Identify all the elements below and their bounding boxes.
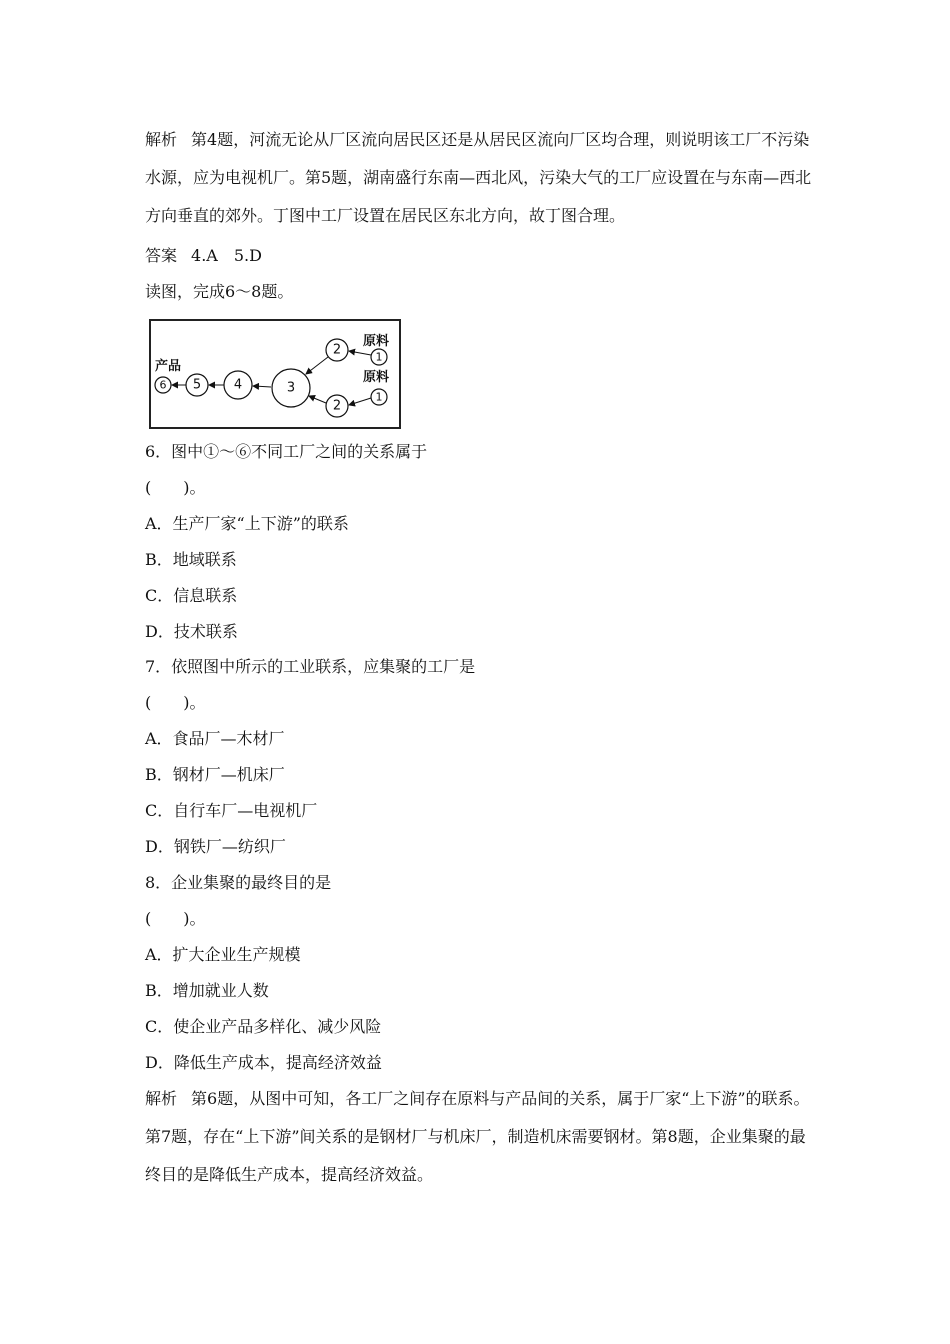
node-4-label: 4: [233, 377, 243, 393]
node-3-label: 3: [286, 380, 296, 396]
arrow-2-top-to-3: [306, 357, 328, 374]
question-8-option-a: A．扩大企业生产规模: [145, 945, 301, 964]
question-7-option-d: D．钢铁厂—纺织厂: [145, 837, 286, 856]
question-7-option-c: C．自行车厂—电视机厂: [145, 801, 318, 820]
question-6-option-c: C．信息联系: [145, 586, 238, 605]
label-material-top: 原料: [363, 334, 390, 349]
answer-text: 4.A 5.D: [191, 246, 262, 265]
node-5-label: 5: [192, 377, 202, 393]
node-1-bottom-label: 1: [375, 390, 383, 404]
explanation-q6-8: [145, 1080, 815, 1194]
question-6-blank: ( )。: [145, 478, 206, 497]
industry-linkage-diagram: [149, 319, 401, 429]
question-7-blank: ( )。: [145, 693, 206, 712]
arrow-1-to-2-top: [349, 351, 371, 355]
question-6-option-d: D．技术联系: [145, 622, 238, 641]
answer-line: [145, 246, 262, 266]
question-8-blank: ( )。: [145, 909, 206, 928]
node-1-top-label: 1: [375, 350, 383, 364]
explanation-text: 第6题，从图中可知，各工厂之间存在原料与产品间的关系，属于厂家“上下游”的联系。第7题，存在“上下游”间关系的是钢材厂与机床厂，制造机床需要钢材。第8题，企业集聚的最终目的是降低生产成本，提高经济效益。: [145, 1089, 810, 1184]
question-6-option-b: B．地域联系: [145, 550, 237, 569]
arrow-1-to-2-bottom: [349, 398, 371, 405]
node-2-top-label: 2: [332, 342, 342, 358]
arrow-3-to-4: [253, 386, 271, 387]
answer-tag: 答案: [145, 246, 178, 265]
label-product: 产品: [155, 359, 182, 374]
question-6-option-a: A．生产厂家“上下游”的联系: [145, 514, 349, 533]
question-8-option-c: C．使企业产品多样化、减少风险: [145, 1017, 382, 1036]
explanation-tag: 解析: [145, 130, 178, 149]
node-2-bottom-label: 2: [332, 398, 342, 414]
question-7-option-a: A．食品厂—木材厂: [145, 729, 285, 748]
question-6-stem: 6．图中①～⑥不同工厂之间的关系属于: [145, 442, 428, 461]
question-7-stem: 7．依照图中所示的工业联系，应集聚的工厂是: [145, 657, 476, 676]
arrow-2-bottom-to-3: [309, 396, 326, 403]
explanation-text: 第4题，河流无论从厂区流向居民区还是从居民区流向厂区均合理，则说明该工厂不污染水源，应为电视机厂。第5题，湖南盛行东南—西北风，污染大气的工厂应设置在与东南—西北方向垂直的郊外。丁图中工厂设置在居民区东北方向，故丁图合理。: [145, 130, 812, 225]
explanation-tag: 解析: [145, 1089, 178, 1108]
explanation-q4-5: [145, 121, 815, 235]
question-8-option-b: B．增加就业人数: [145, 981, 269, 1000]
node-6-label: 6: [159, 378, 167, 392]
question-7-option-b: B．钢材厂—机床厂: [145, 765, 285, 784]
question-8-option-d: D．降低生产成本，提高经济效益: [145, 1053, 382, 1072]
label-material-bottom: 原料: [363, 370, 390, 385]
question-8-stem: 8．企业集聚的最终目的是: [145, 873, 332, 892]
intro-text: 读图，完成6～8题。: [145, 282, 294, 301]
